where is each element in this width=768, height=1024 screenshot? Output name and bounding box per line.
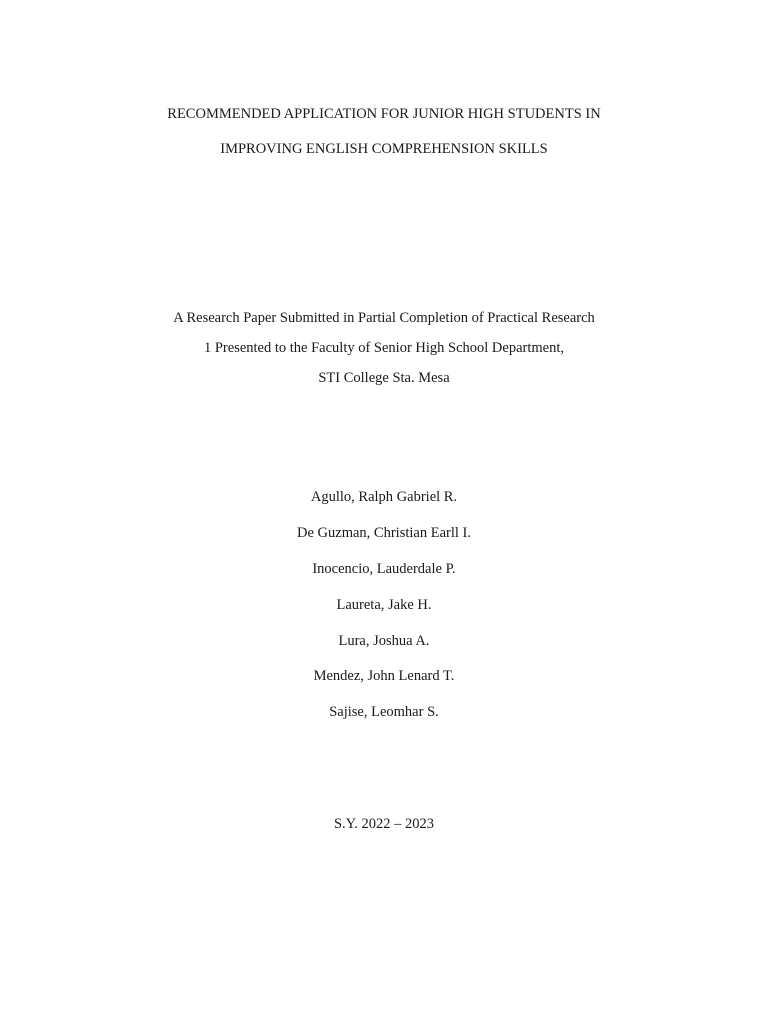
school-year: S.Y. 2022 – 2023: [333, 816, 435, 832]
author-name: De Guzman, Christian Earll I.: [297, 525, 471, 541]
paper-title-line-1: RECOMMENDED APPLICATION FOR JUNIOR HIGH STUDENTS IN: [167, 106, 601, 122]
author-name: Lura, Joshua A.: [338, 633, 430, 649]
institution-name: STI College Sta. Mesa: [318, 370, 450, 386]
author-name: Inocencio, Lauderdale P.: [312, 561, 456, 577]
author-name: Sajise, Leomhar S.: [329, 704, 439, 720]
submission-statement-line-2: 1 Presented to the Faculty of Senior High School Department,: [203, 340, 564, 356]
submission-statement-line-1: A Research Paper Submitted in Partial Completion of Practical Research: [173, 310, 595, 326]
paper-title-line-2: IMPROVING ENGLISH COMPREHENSION SKILLS: [220, 141, 548, 157]
author-name: Laureta, Jake H.: [336, 597, 432, 613]
author-name: Agullo, Ralph Gabriel R.: [310, 489, 458, 505]
author-name: Mendez, John Lenard T.: [313, 668, 455, 684]
